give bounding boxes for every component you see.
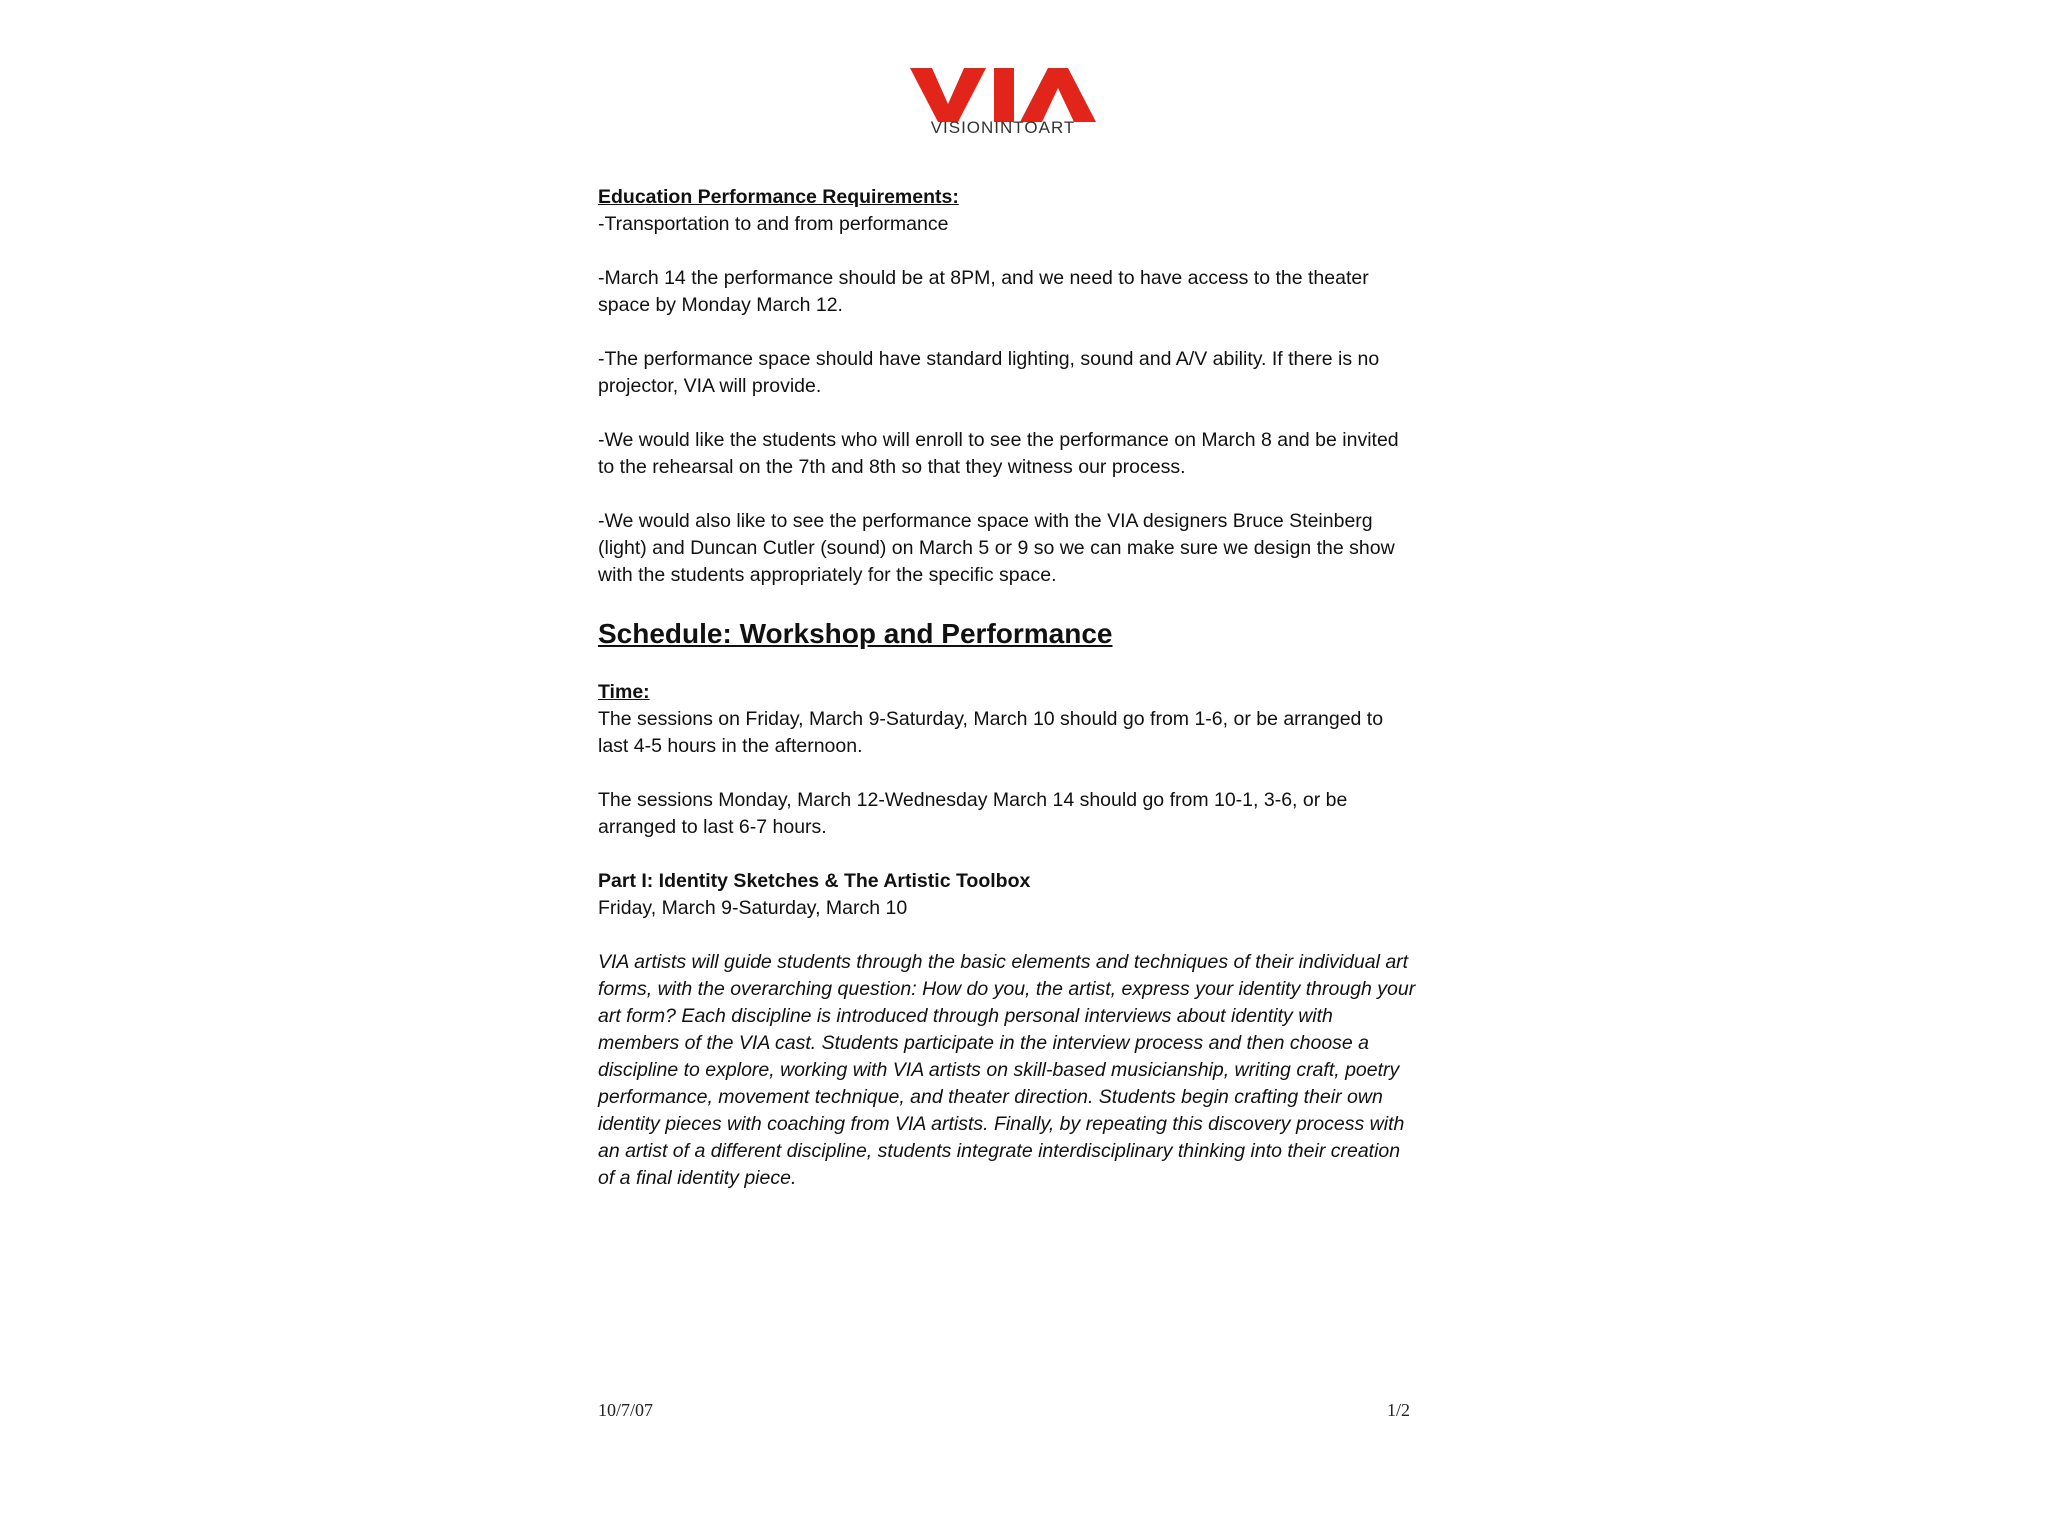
- time-paragraph: The sessions Monday, March 12-Wednesday March 14 should go from 10-1, 3-6, or be arranged to last 6-7 hours.: [598, 789, 1348, 838]
- document-body: [598, 184, 1418, 1192]
- time-heading: Time:: [598, 681, 650, 703]
- requirement-item: -We would also like to see the performance space with the VIA designers Bruce Steinberg (light) and Duncan Cutler (sound) on March 5 or 9 so we can make sure we design the show with the students appropriately for the specific space.: [598, 510, 1395, 586]
- requirement-item: -The performance space should have standard lighting, sound and A/V ability. If there is no projector, VIA will provide.: [598, 348, 1380, 397]
- logo-tagline: VISIONINTOART: [930, 118, 1076, 137]
- part1-description: VIA artists will guide students through the basic elements and techniques of their individual art forms, with the overarching question: How do you, the artist, express your identity through your art form? Each discipline is introduced through personal interviews about identity with members of the VIA cast. Students participate in the interview process and then choose a discipline to explore, working with VIA artists on skill-based musicianship, writing craft, poetry performance, movement technique, and theater direction. Students begin crafting their own identity pieces with coaching from VIA artists. Finally, by repeating this discovery process with an artist of a different discipline, students integrate interdisciplinary thinking into their creation of a final identity piece.: [598, 951, 1416, 1189]
- time-paragraph: The sessions on Friday, March 9-Saturday, March 10 should go from 1-6, or be arranged to last 4-5 hours in the afternoon.: [598, 708, 1384, 757]
- footer-date: 10/7/07: [598, 1400, 654, 1420]
- via-logo: [908, 66, 1098, 146]
- part1-title: Part I: Identity Sketches & The Artistic Toolbox: [598, 870, 1031, 892]
- part1-dates: Friday, March 9-Saturday, March 10: [598, 897, 908, 919]
- requirement-item: -Transportation to and from performance: [598, 213, 949, 235]
- schedule-title: Schedule: Workshop and Performance: [598, 618, 1113, 649]
- requirements-heading: Education Performance Requirements:: [598, 186, 959, 208]
- footer-page-number: 1/2: [1386, 1400, 1410, 1420]
- via-logo-mark: [908, 66, 1098, 122]
- requirement-item: -We would like the students who will enroll to see the performance on March 8 and be invited to the rehearsal on the 7th and 8th so that they witness our process.: [598, 429, 1399, 478]
- requirement-item: -March 14 the performance should be at 8PM, and we need to have access to the theater space by Monday March 12.: [598, 267, 1369, 316]
